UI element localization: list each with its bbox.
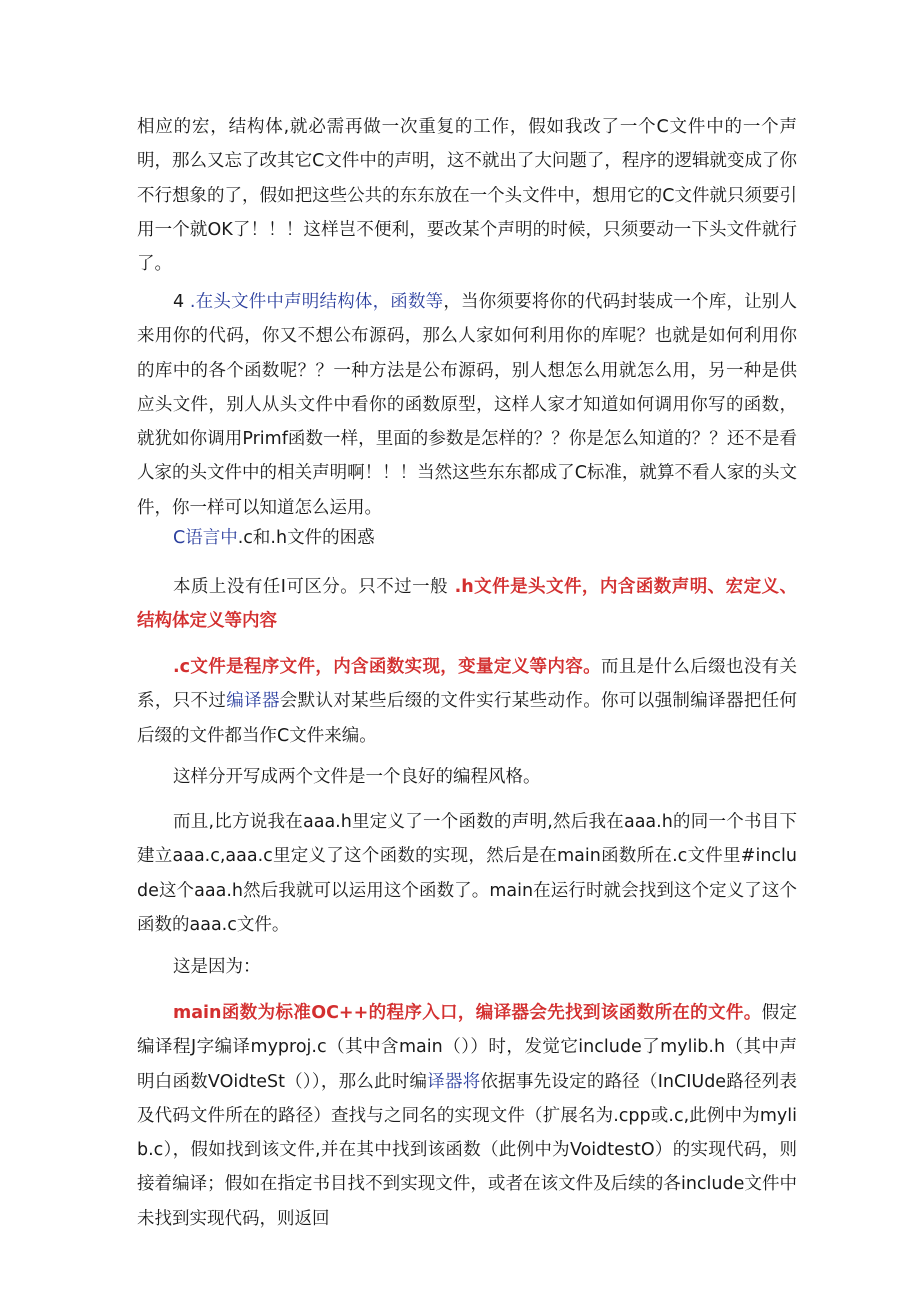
paragraph-style: 这样分开写成两个文件是一个良好的编程风格。 — [173, 767, 541, 787]
paragraph-point-4: 4 .在头文件中声明结构体，函数等，当你须要将你的代码封装成一个库，让别人来用你的代码，你又不想公布源码，那么人家如何利用你的库呢？也就是如何利用你的库中的各个函数呢？？一种方法是公布源码，别人想怎么用就怎么用，另一种是供应头文件，别人从头文件中看你的函数原型，这样人家才知道如何调用你写的函数，就犹如你调用Primf函数一样，里面的参数是怎样的？？你是怎么知道的？？还不是看人家的头文件中的相关声明啊！！！当然这些东东都成了C标准，就算不看人家的头文件，你一样可以知道怎么运用。 — [137, 292, 797, 518]
paragraph-header-macros: 相应的宏，结构体,就必需再做一次重复的工作，假如我改了一个C文件中的一个声明，那么又忘了改其它C文件中的声明，这不就出了大问题了，程序的逻辑就变成了你不行想象的了，假如把这些公共的东东放在一个头文件中，想用它的C文件就只须要引用一个就OK了！！！这样岂不便利，要改某个声明的时候，只须要动一下头文件就行了。 — [137, 117, 797, 275]
section-title: .在头文件中声明结构体，函数等 — [184, 292, 444, 312]
paragraph-h-file-definition: 本质上没有任I可区分。只不过一般 .h文件是头文件，内含函数声明、宏定义、结构体定义等内容 — [137, 577, 797, 632]
highlight-h-file: .h文件是头文件，内含函数声明、宏定义、结构体定义等内容 — [137, 577, 797, 632]
heading-c-and-h-files: C语言中.c和.h文件的困惑 — [173, 528, 375, 548]
compiler-text: 译器将 — [427, 1071, 481, 1092]
highlight-c-file: .c文件是程序文件，内含函数实现，变量定义等内容。 — [173, 657, 601, 677]
paragraph-because: 这是因为： — [173, 957, 261, 977]
paragraph-aaa-example: 而且,比方说我在aaa.h里定义了一个函数的声明,然后我在aaa.h的同一个书目下建立aaa.c,aaa.c里定义了这个函数的实现，然后是在main函数所在.c文件里#include这个aaa.h然后我就可以运用这个函数了。main在运行时就会找到这个定义了这个函数的aaa.c文件。 — [137, 812, 797, 935]
paragraph-c-file-definition: .c文件是程序文件，内含函数实现，变量定义等内容。而且是什么后缀也没有关系，只不过编译器会默认对某些后缀的文件实行某些动作。你可以强制编译器把任何后缀的文件都当作C文件来编。 — [137, 657, 798, 746]
compiler-link-text: 编译器 — [226, 691, 280, 712]
highlight-main-entry: main函数为标准OC++的程序入口，编译器会先找到该函数所在的文件。 — [173, 1003, 762, 1023]
paragraph-main-entry: main函数为标准OC++的程序入口，编译器会先找到该函数所在的文件。假定编译程J字编译myproj.c（其中含main（））时，发觉它include了mylib.h（其中声明白函数VOidteSt（）），那么此时编译器将依据事先设定的路径（InCIUde路径列表及代码文件所在的路径）查找与之同名的实现文件（扩展名为.cpp或.c,此例中为mylib.c），假如找到该文件,并在其中找到该函数（此例中为VoidtestO）的实现代码，则接着编译；假如在指定书目找不到实现文件，或者在该文件及后续的各include文件中未找到实现代码，则返回 — [137, 1003, 798, 1229]
list-number: 4 — [173, 292, 185, 312]
